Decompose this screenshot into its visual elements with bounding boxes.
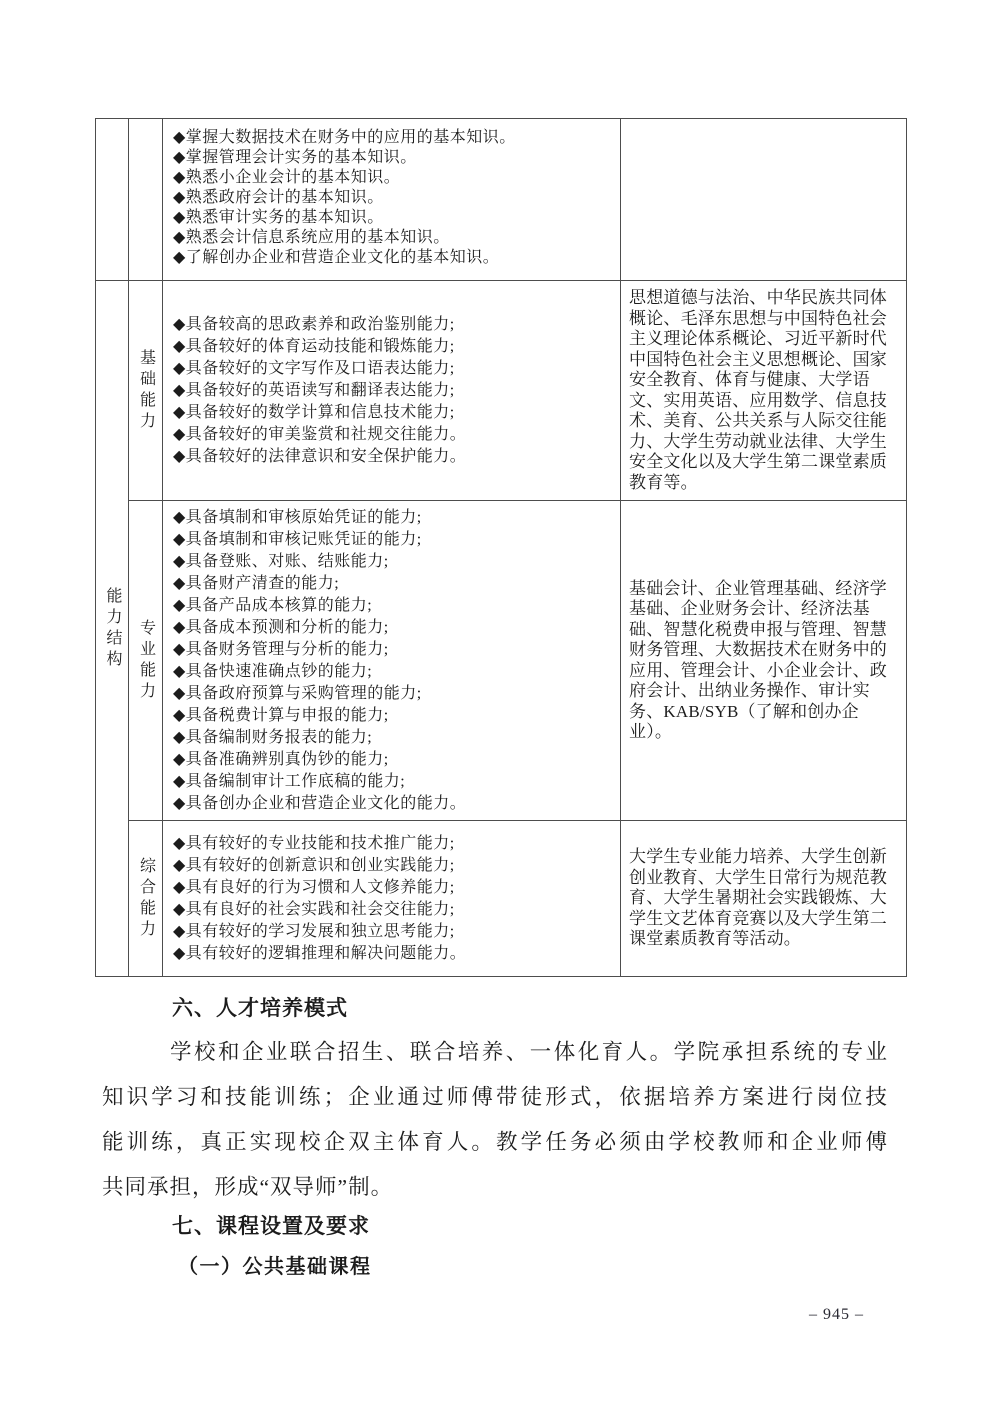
top-row-empty-courses-cell [621, 119, 906, 281]
professional-ability-bullet: ◆具备创办企业和营造企业文化的能力。 [173, 794, 467, 812]
basic-ability-courses: 思想道德与法治、中华民族共同体概论、毛泽东思想与中国特色社会主义理论体系概论、习近平新时代中国特色社会主义思想概论、国家安全教育、体育与健康、大学语文、实用英语、应用数学、信息技术、美育、公共关系与人际交往能力、大学生劳动就业法律、大学生安全文化以及大学生第二课堂素质教育等。 [629, 288, 887, 492]
ability-structure-table [95, 118, 907, 977]
basic-ability-bullet: ◆具备较好的数学计算和信息技术能力; [173, 403, 455, 421]
knowledge-bullets-cell [163, 119, 621, 281]
row-label-cell-basic [129, 281, 163, 501]
professional-ability-bullet: ◆具备编制审计工作底稿的能力; [173, 772, 406, 790]
comprehensive-ability-courses-cell [621, 821, 906, 976]
row-label-basic: 基础能力 [137, 348, 155, 433]
professional-ability-bullet: ◆具备财产清查的能力; [173, 574, 340, 592]
page-number: – 945 – [809, 1306, 864, 1323]
professional-ability-bullet: ◆具备政府预算与采购管理的能力; [173, 684, 422, 702]
row-label-professional: 专业能力 [137, 618, 155, 703]
group-label: 能力结构 [104, 586, 121, 671]
basic-ability-bullet: ◆具备较好的体育运动技能和锻炼能力; [173, 337, 455, 355]
section-heading-course-settings: 七、课程设置及要求 [172, 1215, 370, 1238]
knowledge-bullet: ◆掌握管理会计实务的基本知识。 [173, 149, 417, 166]
knowledge-bullet: ◆熟悉会计信息系统应用的基本知识。 [173, 229, 450, 246]
comprehensive-ability-bullet: ◆具有良好的社会实践和社会交往能力; [173, 900, 455, 918]
professional-ability-bullets-cell [163, 501, 621, 821]
comprehensive-ability-courses: 大学生专业能力培养、大学生创新创业教育、大学生日常行为规范教育、大学生暑期社会实践锻炼、大学生文艺体育竞赛以及大学生第二课堂素质教育等活动。 [629, 847, 887, 949]
paragraph-line: 知识学习和技能训练；企业通过师傅带徒形式，依据培养方案进行岗位技 [102, 1085, 888, 1109]
professional-ability-bullet: ◆具备填制和审核记账凭证的能力; [173, 530, 422, 548]
professional-ability-bullet: ◆具备编制财务报表的能力; [173, 728, 373, 746]
basic-ability-bullet: ◆具备较好的审美鉴赏和社规交往能力。 [173, 425, 467, 443]
professional-ability-bullet: ◆具备财务管理与分析的能力; [173, 640, 389, 658]
professional-ability-bullet: ◆具备快速准确点钞的能力; [173, 662, 373, 680]
section-heading-talent-training-mode: 六、人才培养模式 [172, 997, 348, 1020]
paragraph-line: 能训练，真正实现校企双主体育人。教学任务必须由学校教师和企业师傅 [102, 1130, 888, 1154]
row-label-comprehensive: 综合能力 [137, 856, 155, 941]
professional-ability-bullet: ◆具备税费计算与申报的能力; [173, 706, 389, 724]
basic-ability-bullets-cell [163, 281, 621, 501]
knowledge-bullet: ◆了解创办企业和营造企业文化的基本知识。 [173, 249, 500, 266]
professional-ability-bullet: ◆具备填制和审核原始凭证的能力; [173, 508, 422, 526]
comprehensive-ability-bullet: ◆具有较好的创新意识和创业实践能力; [173, 856, 455, 874]
knowledge-bullet: ◆熟悉小企业会计的基本知识。 [173, 169, 401, 186]
comprehensive-ability-bullet: ◆具有较好的逻辑推理和解决问题能力。 [173, 944, 467, 962]
group-label-cell [96, 281, 129, 976]
professional-ability-bullet: ◆具备成本预测和分析的能力; [173, 618, 389, 636]
top-row-empty-label-cell [129, 119, 163, 281]
basic-ability-bullet: ◆具备较好的英语读写和翻译表达能力; [173, 381, 455, 399]
comprehensive-ability-bullet: ◆具有良好的行为习惯和人文修养能力; [173, 878, 455, 896]
knowledge-bullet: ◆熟悉政府会计的基本知识。 [173, 189, 384, 206]
subsection-heading-public-basic-courses: （一）公共基础课程 [178, 1256, 372, 1278]
professional-ability-courses-cell [621, 501, 906, 821]
comprehensive-ability-bullet: ◆具有较好的学习发展和独立思考能力; [173, 922, 455, 940]
basic-ability-bullet: ◆具备较好的文字写作及口语表达能力; [173, 359, 455, 377]
basic-ability-bullet: ◆具备较高的思政素养和政治鉴别能力; [173, 315, 455, 333]
paragraph-line: 学校和企业联合招生、联合培养、一体化育人。学院承担系统的专业 [170, 1040, 888, 1064]
professional-ability-bullet: ◆具备准确辨别真伪钞的能力; [173, 750, 389, 768]
basic-ability-bullet: ◆具备较好的法律意识和安全保护能力。 [173, 447, 467, 465]
professional-ability-courses: 基础会计、企业管理基础、经济学基础、企业财务会计、经济法基础、智慧化税费申报与管理、智慧财务管理、大数据技术在财务中的应用、管理会计、小企业会计、政府会计、出纳业务操作、审计实务、KAB/SYB（了解和创办企业）。 [629, 578, 887, 741]
top-row-empty-group-cell [96, 119, 129, 281]
comprehensive-ability-bullet: ◆具有较好的专业技能和技术推广能力; [173, 834, 455, 852]
knowledge-bullet: ◆掌握大数据技术在财务中的应用的基本知识。 [173, 129, 516, 146]
paragraph-line: 共同承担，形成“双导师”制。 [102, 1175, 394, 1199]
professional-ability-bullet: ◆具备产品成本核算的能力; [173, 596, 373, 614]
row-label-cell-comprehensive [129, 821, 163, 976]
knowledge-bullet: ◆熟悉审计实务的基本知识。 [173, 209, 384, 226]
basic-ability-courses-cell [621, 281, 906, 501]
talent-training-paragraph [102, 1030, 888, 1210]
comprehensive-ability-bullets-cell [163, 821, 621, 976]
professional-ability-bullet: ◆具备登账、对账、结账能力; [173, 552, 389, 570]
row-label-cell-professional [129, 501, 163, 821]
